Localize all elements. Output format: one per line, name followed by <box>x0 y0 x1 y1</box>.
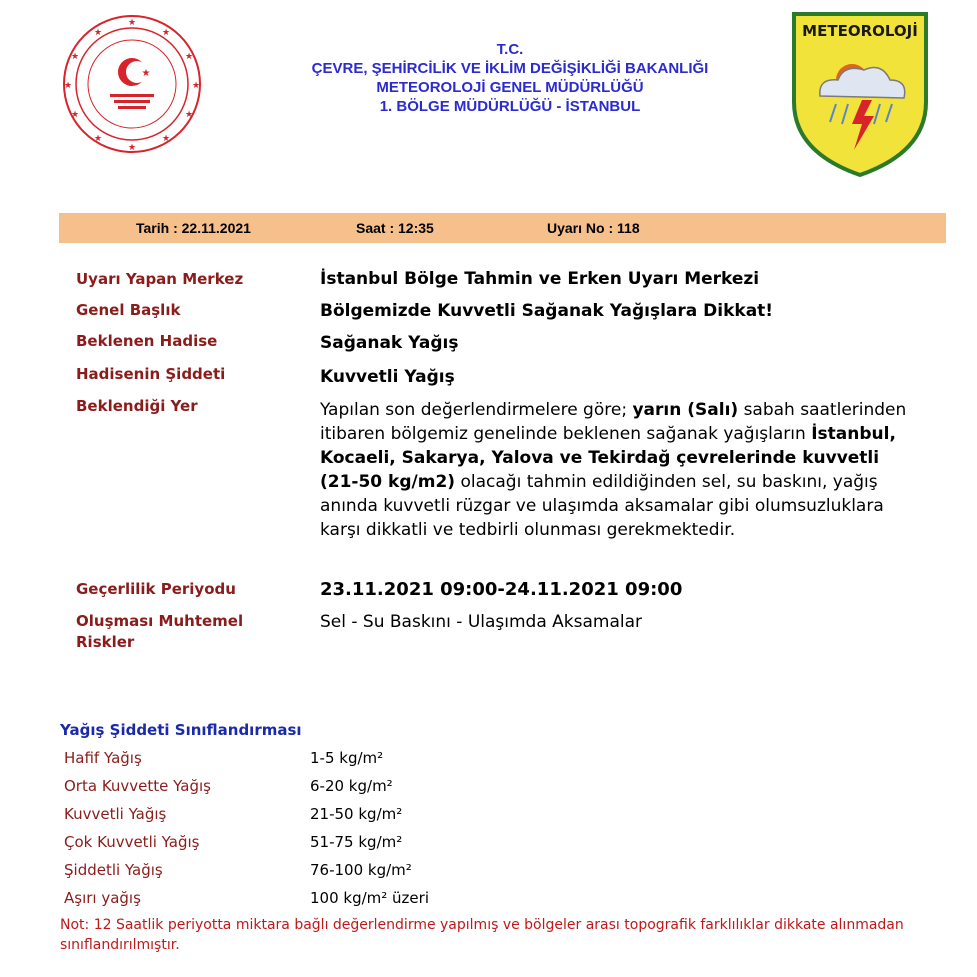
event-value: Sağanak Yağış <box>320 333 459 353</box>
svg-text:★: ★ <box>184 110 194 120</box>
validity-value: 23.11.2021 09:00-24.11.2021 09:00 <box>320 579 683 600</box>
header-region: 1. BÖLGE MÜDÜRLÜĞÜ - İSTANBUL <box>379 98 641 115</box>
svg-text:★: ★ <box>141 68 151 79</box>
info-bar <box>59 213 946 243</box>
class-row-label: Hafif Yağış <box>64 749 142 767</box>
class-row-label: Aşırı yağış <box>64 889 141 907</box>
class-row-value: 21-50 kg/m² <box>310 805 403 823</box>
date-label: Tarih : 22.11.2021 <box>136 220 251 236</box>
class-row-value: 76-100 kg/m² <box>310 861 412 879</box>
svg-text:★: ★ <box>93 134 103 144</box>
svg-text:★: ★ <box>70 52 80 62</box>
classification-title: Yağış Şiddeti Sınıflandırması <box>60 721 302 739</box>
svg-text:★: ★ <box>127 18 137 28</box>
class-row-label: Kuvvetli Yağış <box>64 805 167 823</box>
center-label: Uyarı Yapan Merkez <box>76 270 244 288</box>
class-row-value: 1-5 kg/m² <box>310 749 384 767</box>
class-row-value: 100 kg/m² üzeri <box>310 889 429 907</box>
svg-text:★: ★ <box>93 28 103 38</box>
class-row-label: Orta Kuvvette Yağış <box>64 777 211 795</box>
desc-bold-2: İstanbul, Kocaeli, Sakarya, Yalova ve Tekirdağ çevrelerinde kuvvetli (21-50 kg/m2) <box>320 424 896 492</box>
svg-text:METEOROLOJİ: METEOROLOJİ <box>802 22 918 40</box>
svg-text:★: ★ <box>161 28 171 38</box>
header-ministry: ÇEVRE, ŞEHİRCİLİK VE İKLİM DEĞİŞİKLİĞİ BAKANLIĞI <box>311 60 709 77</box>
class-row-value: 51-75 kg/m² <box>310 833 403 851</box>
svg-text:★: ★ <box>161 134 171 144</box>
desc-text-2: sabah saatlerinden itibaren bölgemiz genelinde beklenen sağanak yağışların <box>320 400 907 444</box>
location-label: Beklendiği Yer <box>76 397 198 415</box>
svg-text:★: ★ <box>184 52 194 62</box>
class-row-value: 6-20 kg/m² <box>310 777 393 795</box>
warning-number-label: Uyarı No : 118 <box>547 220 640 236</box>
header-tc: T.C. <box>496 41 524 58</box>
headline-value: Bölgemizde Kuvvetli Sağanak Yağışlara Dikkat! <box>320 301 774 321</box>
svg-text:★: ★ <box>127 143 137 153</box>
desc-text-3: olacağı tahmin edildiğinden sel, su baskını, yağış anında kuvvetli rüzgar ve ulaşımda aksamalar gibi olumsuzluklara karşı dikkatli ve tedbirli olunması gerekmektedir. <box>320 472 884 540</box>
class-row-label: Çok Kuvvetli Yağış <box>64 833 200 851</box>
headline-label: Genel Başlık <box>76 301 181 319</box>
meteoroloji-badge-logo <box>790 12 930 177</box>
svg-text:★: ★ <box>70 110 80 120</box>
class-row-label: Şiddetli Yağış <box>64 861 163 879</box>
svg-text:★: ★ <box>191 81 201 91</box>
risks-label: Oluşması Muhtemel Riskler <box>76 612 244 651</box>
risks-value: Sel - Su Baskını - Ulaşımda Aksamalar <box>320 612 643 632</box>
center-value: İstanbul Bölge Tahmin ve Erken Uyarı Merkezi <box>320 269 760 289</box>
severity-value: Kuvvetli Yağış <box>320 367 455 387</box>
classification-note: Not: 12 Saatlik periyotta miktara bağlı değerlendirme yapılmış ve bölgeler arası topografik farklılıklar dikkate alınmadan sınıflandırılmıştır. <box>60 917 904 953</box>
validity-label: Geçerlilik Periyodu <box>76 580 236 598</box>
header-directorate: METEOROLOJİ GENEL MÜDÜRLÜĞÜ <box>376 79 644 96</box>
time-label: Saat : 12:35 <box>356 220 434 236</box>
desc-text-1: Yapılan son değerlendirmelere göre; <box>320 400 633 420</box>
location-description <box>320 398 920 542</box>
desc-bold-1: yarın (Salı) <box>632 400 739 420</box>
ministry-seal-logo <box>62 14 202 154</box>
svg-text:★: ★ <box>63 81 73 91</box>
event-label: Beklenen Hadise <box>76 332 218 350</box>
severity-label: Hadisenin Şiddeti <box>76 365 226 383</box>
